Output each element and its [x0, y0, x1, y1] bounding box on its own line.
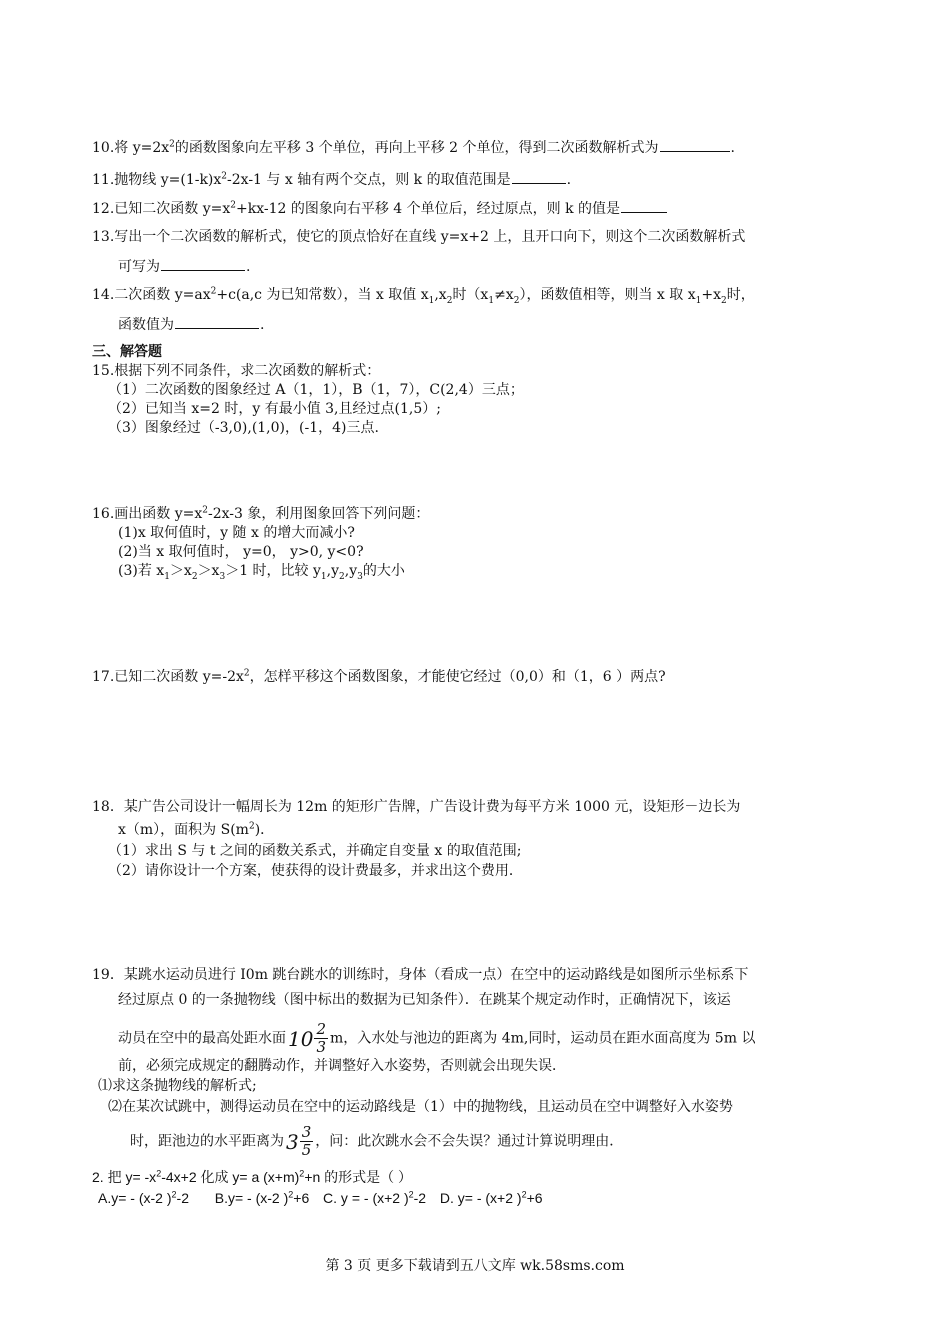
option-d-tail: +6: [526, 1190, 543, 1206]
question-19-line4: 前，必须完成规定的翻腾动作，并调整好入水姿势，否则就会出现失误．: [118, 1058, 566, 1074]
answer-blank: [660, 137, 730, 152]
answer-blank: [621, 198, 667, 213]
q16-p3s6: 3: [357, 571, 363, 582]
question-16-part2: (2)当 x 取何值时， y=0， y>0, y<0?: [118, 544, 364, 560]
q13-end: .: [246, 259, 251, 275]
option-d: [440, 1190, 543, 1206]
question-18-part2: （2）请你设计一个方案，使获得的设计费最多，并求出这个费用．: [108, 863, 523, 879]
option-c-tail: -2: [413, 1190, 427, 1206]
answer-blank: [161, 256, 245, 271]
option-a-tail: -2: [176, 1190, 189, 1206]
option-d-sup: 2: [521, 1189, 527, 1200]
q16-p3b: ＞x: [169, 563, 192, 579]
q2-sup2: 2: [299, 1168, 305, 1179]
answer-blank: [512, 169, 566, 184]
q14-s2: 2: [446, 295, 453, 306]
q14-b: +c(a,c 为已知常数），当 x 取值 x: [216, 287, 429, 303]
q18-line2a: x（m），面积为 S(m: [118, 822, 249, 838]
q16-p3f: ,y: [344, 563, 358, 579]
q14-s3: 1: [488, 295, 495, 306]
question-15-part1: （1）二次函数的图象经过 A（1，1），B（1，7），C(2,4）三点；: [108, 382, 524, 398]
q17-sup: 2: [243, 668, 250, 679]
q12-sup: 2: [230, 200, 236, 211]
question-13-line1: [92, 227, 745, 247]
option-c-sup: 2: [408, 1189, 414, 1200]
q10-sup: 2: [169, 139, 175, 150]
question-12: [92, 198, 668, 219]
option-b: [215, 1190, 310, 1206]
q12-text-b: +kx-12 的图象向右平移 4 个单位后，经过原点，则 k 的值是: [235, 201, 621, 217]
question-18-line1: 18．某广告公司设计一幅周长为 12m 的矩形广告牌，广告设计费为每平方米 1000 元，设矩形－边长为: [92, 799, 741, 815]
q14-d: 时（x: [452, 287, 489, 303]
question-11: [92, 169, 571, 190]
q16-p3e: ,y: [326, 563, 340, 579]
q16-a: 16.画出函数 y=x: [92, 506, 203, 522]
question-16-part3: [118, 561, 405, 581]
q17-b: ，怎样平移这个函数图象，才能使它经过（0,0）和（1，6 ）两点?: [249, 669, 666, 685]
question-19-part1: ⑴求这条抛物线的解析式;: [98, 1078, 257, 1094]
q14-e: ≠x: [494, 287, 514, 303]
q18-line2b: )．: [254, 822, 275, 838]
q16-p3a: (3)若 x: [118, 563, 165, 579]
q10-text: 10.将 y=2x: [92, 140, 170, 156]
fraction-denominator: 3: [316, 1038, 326, 1056]
q16-p3c: ＞x: [197, 563, 220, 579]
question-15-part2: （2）已知当 x=2 时，y 有最小值 3,且经过点(1,5）;: [108, 401, 441, 417]
q14-sup: 2: [210, 286, 217, 297]
q14-s1: 1: [428, 295, 435, 306]
q16-p3s1: 1: [164, 571, 170, 582]
q19-line3a: 动员在空中的最高处距水面: [118, 1030, 286, 1047]
q16-p3s3: 3: [219, 571, 226, 582]
q19-p2b-a: 时，距池边的水平距离为: [130, 1133, 284, 1150]
q2-sup: 2: [156, 1168, 162, 1179]
fraction-whole: 3: [286, 1129, 299, 1154]
section-heading: 三、解答题: [92, 344, 162, 360]
q17-a: 17.已知二次函数 y=-2x: [92, 669, 244, 685]
option-b-sup: 2: [288, 1189, 294, 1200]
q16-p3s5: 2: [339, 571, 345, 582]
q2-b: -4x+2 化成 y= a (x+m): [161, 1169, 300, 1185]
q19-line3b: m，入水处与池边的距离为 4m,同时，运动员在距水面高度为 5m 以: [330, 1030, 756, 1047]
q13-text: 13.写出一个二次函数的解析式，使它的顶点恰好在直线 y=x+2 上，且开口向下，则这个二次函数解析式: [92, 229, 746, 245]
q14-h: 时，: [726, 287, 755, 303]
q16-b: -2x-3 象，利用图象回答下列问题：: [207, 506, 430, 522]
q14-a: 14.二次函数 y=ax: [92, 287, 211, 303]
q11-text-b: -2x-1 与 x 轴有两个交点，则 k 的取值范围是: [227, 172, 511, 188]
fraction-whole: 10: [288, 1026, 314, 1051]
question-13-line2: [118, 256, 250, 277]
q14-text-2: 函数值为: [118, 317, 174, 333]
q10-rest: 的函数图象向左平移 3 个单位，再向上平移 2 个单位，得到二次函数解析式为: [174, 140, 659, 156]
mixed-fraction: [288, 1021, 328, 1056]
q2-a: 2. 把 y= -x: [92, 1169, 157, 1185]
answer-blank: [175, 314, 259, 329]
option-a-sup: 2: [171, 1189, 177, 1200]
q16-sup: 2: [202, 505, 208, 516]
option-a: [98, 1190, 189, 1206]
question-16-title: [92, 504, 429, 524]
question-19-line3: [118, 1021, 755, 1056]
q11-text-a: 11.抛物线 y=(1-k)x: [92, 172, 222, 188]
option-b-text: B.y= - (x-2 ): [214, 1190, 289, 1206]
question-2-options: [98, 1188, 543, 1208]
question-10: [92, 137, 735, 158]
question-15-title: 15.根据下列不同条件，求二次函数的解析式：: [92, 363, 381, 379]
q16-p3s2: 2: [191, 571, 198, 582]
question-19-line2: 经过原点 0 的一条抛物线（图中标出的数据为已知条件）．在跳某个规定动作时，正确情况下，该运: [118, 992, 731, 1008]
question-18-line2: [118, 820, 274, 840]
q14-end: .: [260, 317, 265, 333]
option-c-text: C. y = - (x+2 ): [323, 1190, 409, 1206]
question-18-part1: （1）求出 S 与 t 之间的函数关系式，并确定自变量 x 的取值范围;: [108, 843, 522, 859]
question-19-line1: 19．某跳水运动员进行 I0m 跳台跳水的训练时，身体（看成一点）在空中的运动路线是如图所示坐标系下: [92, 967, 749, 983]
q14-f: ），函数值相等，则当 x 取 x: [519, 287, 696, 303]
question-19-part2: ⑵在某次试跳中，测得运动员在空中的运动路线是（1）中的抛物线，且运动员在空中调整好入水姿势: [108, 1099, 733, 1115]
question-19-part2-line2: [130, 1124, 623, 1159]
page-footer: 第 3 页 更多下载请到五八文库 wk.58sms.com: [325, 1258, 625, 1274]
option-c: [323, 1190, 426, 1206]
q18-line2sup: 2: [248, 821, 255, 832]
q16-p3g: 的大小: [362, 563, 405, 579]
question-15-part3: （3）图象经过（-3,0),(1,0)，(-1，4)三点.: [108, 420, 379, 436]
fraction-denominator: 5: [301, 1141, 312, 1159]
q12-text-a: 12.已知二次函数 y=x: [92, 201, 231, 217]
question-16-part1: (1)x 取何值时，y 随 x 的增大而减小?: [118, 525, 355, 541]
mixed-fraction: [286, 1124, 313, 1159]
q11-sup: 2: [221, 171, 228, 182]
option-b-tail: +6: [293, 1190, 310, 1206]
q16-p3d: ＞1 时，比较 y: [225, 563, 321, 579]
question-17: [92, 667, 666, 687]
q14-c: ,x: [434, 287, 447, 303]
q11-end: .: [566, 172, 572, 188]
q14-s4: 2: [513, 295, 520, 306]
q2-c: +n 的形式是（ ）: [304, 1169, 413, 1185]
fraction-numerator: 2: [316, 1020, 326, 1038]
option-a-text: A.y= - (x-2 ): [98, 1190, 172, 1206]
q16-p3s4: 1: [320, 571, 327, 582]
q10-end: .: [730, 140, 735, 156]
question-2: [92, 1167, 412, 1187]
q14-s5: 1: [695, 295, 702, 306]
option-d-text: D. y= - (x+2 ): [439, 1190, 522, 1206]
q14-g: +x: [701, 287, 721, 303]
question-14-line1: [92, 285, 755, 305]
fraction-numerator: 3: [301, 1123, 312, 1141]
q13-text-2: 可写为: [118, 259, 160, 275]
q14-s6: 2: [720, 295, 727, 306]
question-14-line2: [118, 314, 264, 335]
q19-p2b-b: ，问：此次跳水会不会失误？通过计算说明理由．: [315, 1133, 624, 1150]
